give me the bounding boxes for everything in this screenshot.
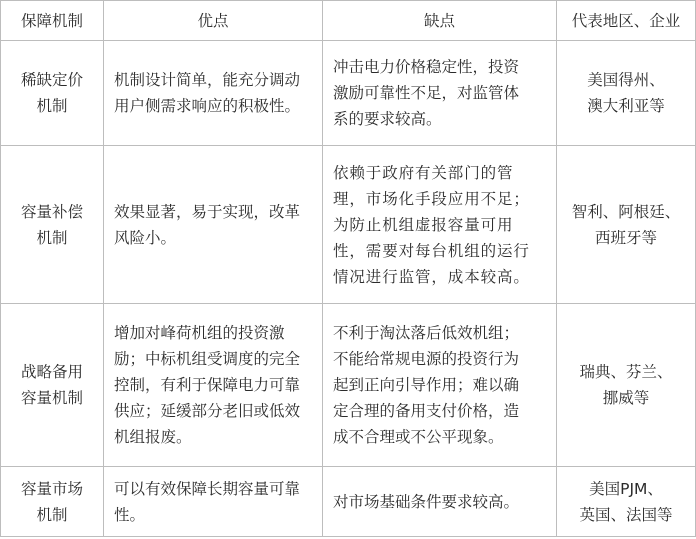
mechanism-line: 机制 <box>36 228 68 247</box>
regions-line: 英国、法国等 <box>579 505 673 524</box>
regions-line: 瑞典、芬兰、 <box>579 363 673 381</box>
disadvantages-line: 系的要求较高。 <box>333 110 442 128</box>
disadvantages-line: 对市场基础条件要求较高。 <box>333 492 520 511</box>
advantages-cell <box>104 467 323 537</box>
mechanism-cell <box>1 467 104 537</box>
mechanism-line: 战略备用 <box>20 363 83 381</box>
disadvantages-cell <box>323 146 557 304</box>
table-row <box>1 146 696 304</box>
table-row <box>1 304 696 467</box>
mechanism-line: 机制 <box>36 505 68 524</box>
disadvantages-line: 起到正向引导作用；难以确 <box>333 376 520 394</box>
advantages-line: 机组报废。 <box>114 428 192 446</box>
disadvantages-line: 冲击电力价格稳定性，投资 <box>333 58 520 76</box>
mechanism-cell <box>1 146 104 304</box>
advantages-cell <box>104 41 323 146</box>
advantages-line: 供应；延缓部分老旧或低效 <box>114 402 301 420</box>
regions-cell <box>557 146 696 304</box>
disadvantages-line: 情况进行监管，成本较高。 <box>333 267 530 286</box>
mechanism-cell <box>1 41 104 146</box>
disadvantages-line: 不利于淘汰落后低效机组； <box>333 324 520 342</box>
mechanism-line: 稀缺定价 <box>20 71 83 89</box>
advantages-line: 机制设计简单，能充分调动 <box>114 71 301 89</box>
mechanism-cell <box>1 304 104 467</box>
advantages-line: 励；中标机组受调度的完全 <box>114 350 301 368</box>
header-disadvantages: 缺点 <box>323 1 557 41</box>
advantages-line: 性。 <box>114 505 146 524</box>
header-row <box>1 1 696 41</box>
advantages-line: 控制，有利于保障电力可靠 <box>114 376 301 394</box>
advantages-cell <box>104 304 323 467</box>
disadvantages-cell <box>323 41 557 146</box>
regions-line: 澳大利亚等 <box>587 97 665 115</box>
regions-line: 美国PJM、 <box>589 479 663 498</box>
advantages-line: 增加对峰荷机组的投资激 <box>114 324 285 342</box>
regions-line: 西班牙等 <box>594 228 657 247</box>
disadvantages-line: 定合理的备用支付价格，造 <box>333 402 520 420</box>
advantages-line: 风险小。 <box>114 228 177 247</box>
disadvantages-line: 为防止机组虚报容量可用 <box>333 215 514 234</box>
advantages-cell <box>104 146 323 304</box>
advantages-line: 用户侧需求响应的积极性。 <box>114 97 301 115</box>
header-mechanism: 保障机制 <box>1 1 104 41</box>
regions-cell <box>557 467 696 537</box>
regions-line: 智利、阿根廷、 <box>571 202 681 221</box>
regions-line: 美国得州、 <box>587 71 665 89</box>
mechanism-line: 容量市场 <box>20 479 83 498</box>
mechanism-line: 容量机制 <box>20 389 83 407</box>
regions-cell <box>557 304 696 467</box>
advantages-line: 效果显著，易于实现，改革 <box>114 202 301 221</box>
mechanism-line: 容量补偿 <box>20 202 83 221</box>
regions-cell <box>557 41 696 146</box>
disadvantages-line: 依赖于政府有关部门的管 <box>333 163 514 182</box>
disadvantages-line: 不能给常规电源的投资行为 <box>333 350 520 368</box>
disadvantages-line: 成不合理或不公平现象。 <box>333 428 504 446</box>
advantages-line: 可以有效保障长期容量可靠 <box>114 479 301 498</box>
header-regions: 代表地区、企业 <box>557 1 696 41</box>
disadvantages-cell <box>323 304 557 467</box>
mechanism-line: 机制 <box>36 97 68 115</box>
header-advantages: 优点 <box>104 1 323 41</box>
regions-line: 挪威等 <box>602 389 650 407</box>
disadvantages-line: 激励可靠性不足，对监管体 <box>333 84 520 102</box>
table-row <box>1 41 696 146</box>
disadvantages-cell <box>323 467 557 537</box>
table-row <box>1 467 696 537</box>
disadvantages-line: 理，市场化手段应用不足； <box>333 189 530 208</box>
disadvantages-line: 性，需要对每台机组的运行 <box>333 241 530 260</box>
